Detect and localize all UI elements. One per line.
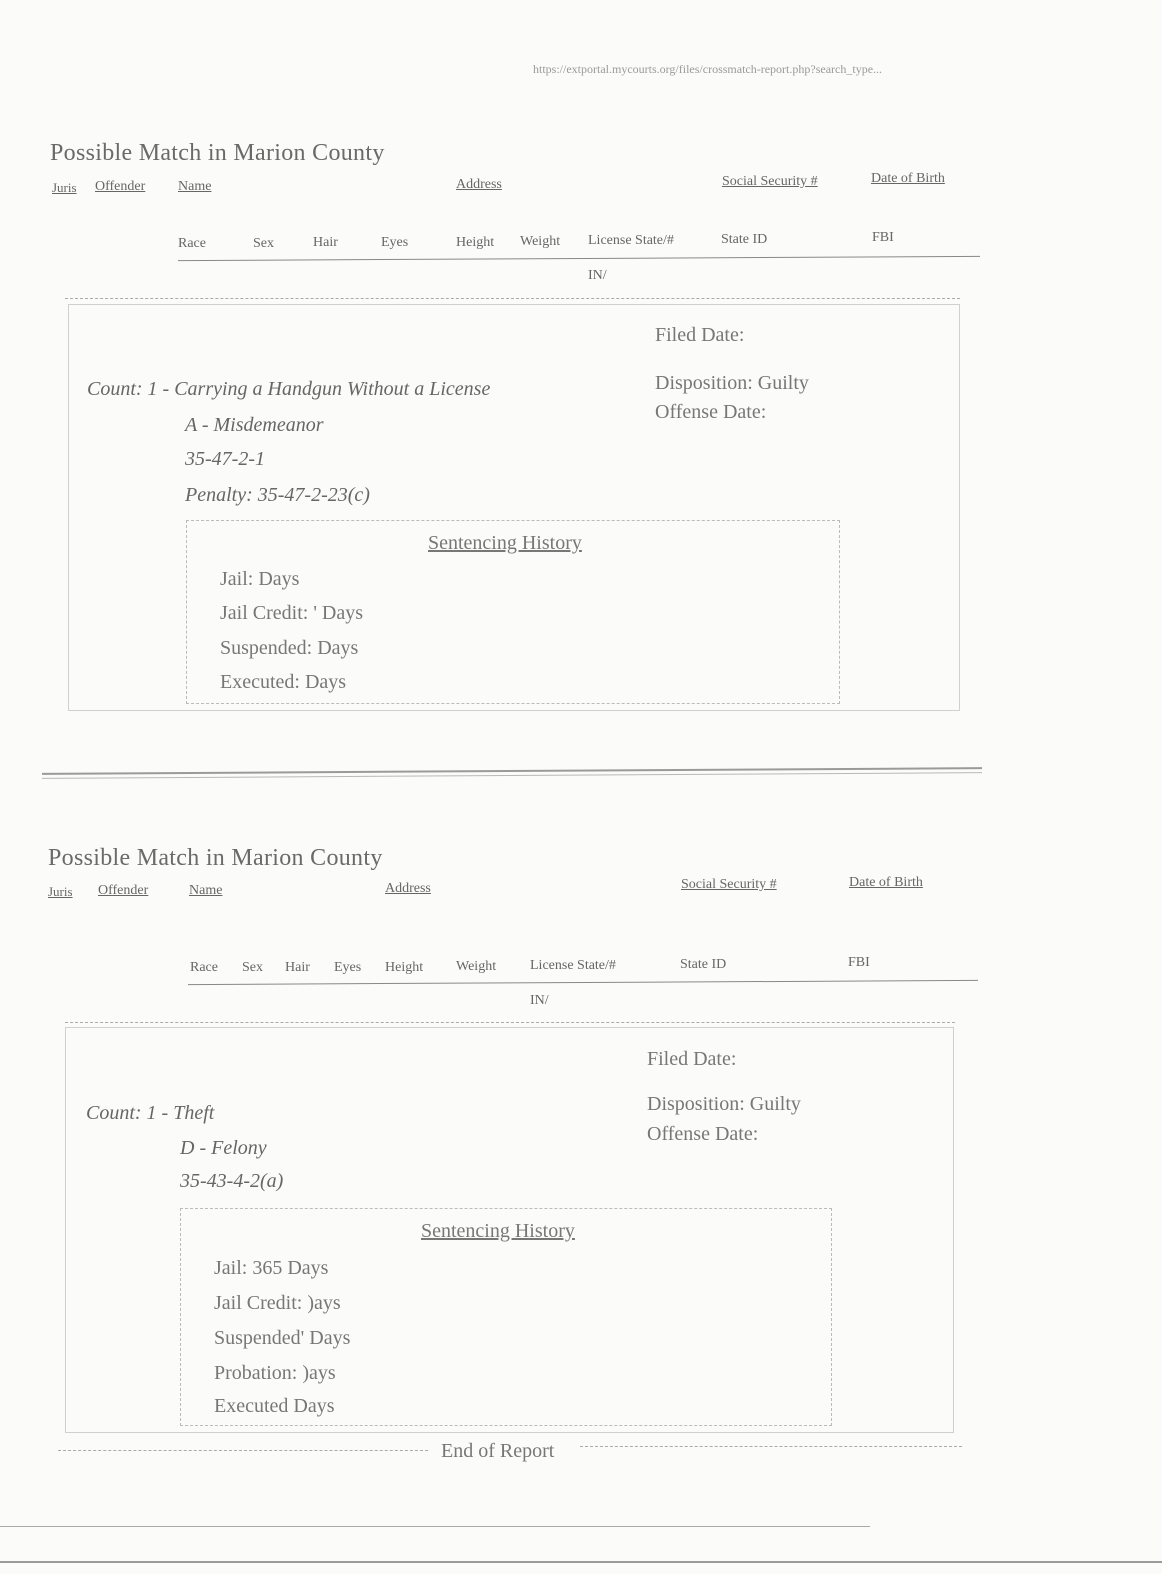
license-value: IN/: [530, 993, 549, 1008]
sentencing-title: Sentencing History: [428, 532, 582, 554]
sentencing-suspended: Suspended' Days: [214, 1327, 351, 1349]
offense-class: A - Misdemeanor: [185, 414, 324, 436]
disposition: Disposition: Guilty: [647, 1093, 801, 1115]
license-label: License State/#: [530, 958, 616, 973]
eyes-label: Eyes: [334, 960, 362, 975]
sentencing-suspended: Suspended: Days: [220, 637, 359, 659]
juris-header: Juris: [52, 180, 77, 195]
hair-label: Hair: [313, 235, 338, 250]
weight-label: Weight: [520, 234, 561, 249]
end-of-report: End of Report: [441, 1440, 555, 1462]
page-url: https://extportal.mycourts.org/files/crossmatch-report.php?search_type...: [533, 62, 883, 76]
bottom-rule: [0, 1526, 870, 1527]
race-label: Race: [190, 960, 218, 975]
sex-label: Sex: [242, 960, 263, 975]
race-label: Race: [178, 236, 206, 251]
ssn-header: Social Security #: [722, 174, 818, 189]
address-header: Address: [385, 881, 431, 896]
filed-date: Filed Date:: [655, 324, 745, 346]
offender-header: Offender: [98, 883, 149, 898]
state-id-label: State ID: [721, 232, 768, 247]
end-rule-right: [580, 1446, 962, 1447]
address-header: Address: [456, 177, 502, 192]
eyes-label: Eyes: [381, 235, 409, 250]
disposition: Disposition: Guilty: [655, 372, 809, 394]
license-value: IN/: [588, 268, 607, 283]
offender-header: Offender: [95, 179, 146, 194]
dob-header: Date of Birth: [849, 875, 923, 890]
statute: 35-43-4-2(a): [180, 1170, 284, 1192]
height-label: Height: [456, 235, 495, 250]
end-rule-left: [58, 1450, 428, 1451]
name-header: Name: [189, 883, 223, 898]
sex-label: Sex: [253, 236, 274, 251]
sentencing-jail: Jail: 365 Days: [214, 1257, 329, 1279]
fbi-label: FBI: [872, 230, 894, 245]
subheader-rule: [188, 980, 978, 985]
record-separator: [65, 298, 960, 299]
sentencing-probation: Probation: )ays: [214, 1362, 336, 1384]
ssn-header: Social Security #: [681, 877, 777, 892]
count-text: Count: 1 - Carrying a Handgun Without a License: [87, 378, 491, 400]
offense-date: Offense Date:: [655, 401, 767, 423]
record-separator: [65, 1022, 955, 1023]
sentencing-jail-credit: Jail Credit: ' Days: [220, 602, 364, 624]
hair-label: Hair: [285, 960, 310, 975]
name-header: Name: [178, 179, 212, 194]
penalty: Penalty: 35-47-2-23(c): [185, 484, 370, 506]
page-bottom-rule: [0, 1561, 1162, 1563]
sentencing-executed: Executed: Days: [220, 671, 347, 693]
dob-header: Date of Birth: [871, 171, 945, 186]
fbi-label: FBI: [848, 955, 870, 970]
offense-date: Offense Date:: [647, 1123, 759, 1145]
sentencing-executed: Executed Days: [214, 1395, 335, 1417]
sentencing-jail: Jail: Days: [220, 568, 300, 590]
offense-class: D - Felony: [180, 1137, 267, 1159]
height-label: Height: [385, 960, 424, 975]
statute: 35-47-2-1: [185, 448, 265, 470]
weight-label: Weight: [456, 959, 497, 974]
record-heading: Possible Match in Marion County: [48, 845, 383, 871]
count-text: Count: 1 - Theft: [86, 1102, 215, 1124]
state-id-label: State ID: [680, 957, 727, 972]
sentencing-title: Sentencing History: [421, 1220, 575, 1242]
record-heading: Possible Match in Marion County: [50, 140, 385, 166]
sentencing-jail-credit: Jail Credit: )ays: [214, 1292, 341, 1314]
filed-date: Filed Date:: [647, 1048, 737, 1070]
juris-header: Juris: [48, 884, 73, 899]
subheader-rule: [178, 256, 980, 261]
license-label: License State/#: [588, 233, 674, 248]
